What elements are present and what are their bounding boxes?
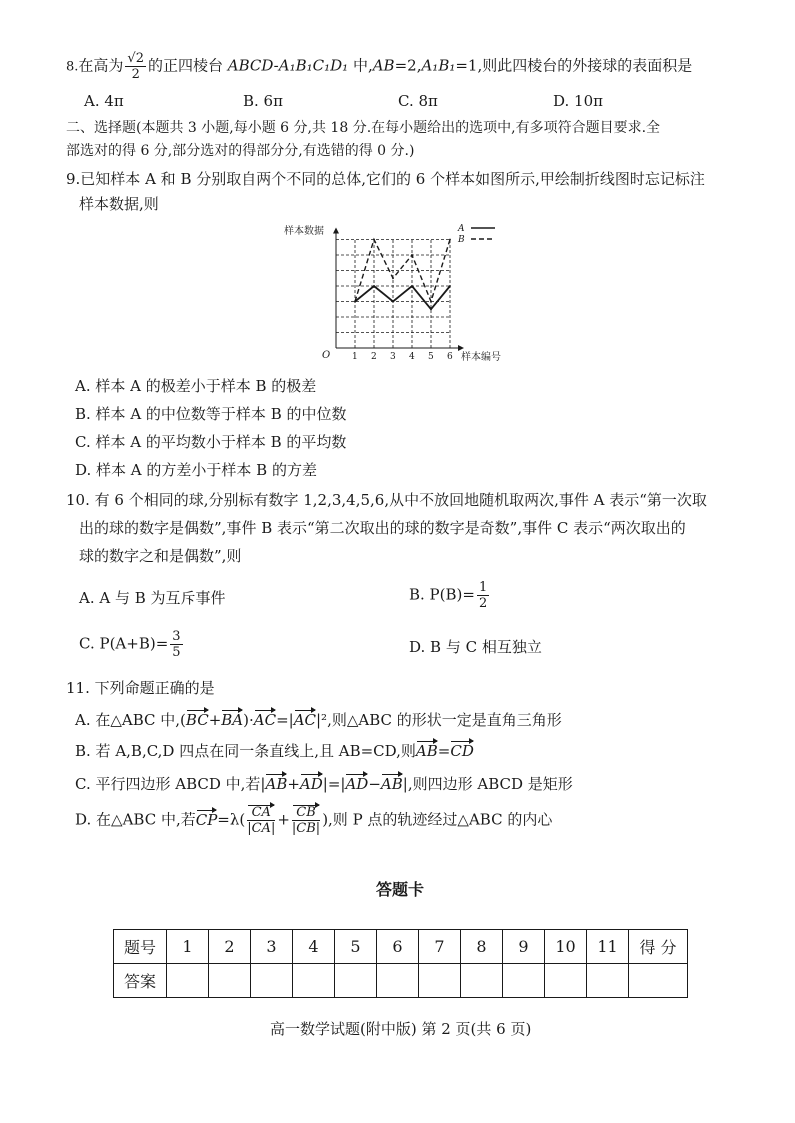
question-9-stem-cont: 样本数据,则 bbox=[79, 195, 159, 213]
sample-line-chart bbox=[272, 218, 512, 368]
answer-cell[interactable] bbox=[503, 964, 545, 998]
series-B-point bbox=[430, 301, 432, 303]
legend-label: A bbox=[458, 224, 465, 234]
question-11-stem: 11. 下列命题正确的是 bbox=[66, 679, 215, 697]
section-2-heading: 二、选择题(本题共 3 小题,每小题 6 分,共 18 分.在每小题给出的选项中,有多项符合题目要求.全 bbox=[66, 120, 661, 136]
series-B-point bbox=[392, 277, 394, 279]
answer-card-header-cell: 9 bbox=[503, 930, 545, 964]
answer-cell[interactable] bbox=[209, 964, 251, 998]
x-tick-labels bbox=[352, 352, 453, 362]
series-A-point bbox=[411, 285, 413, 287]
answer-cell[interactable] bbox=[251, 964, 293, 998]
q8-option-a: A. 4π bbox=[84, 92, 124, 110]
series-B-point bbox=[411, 254, 413, 256]
x-tick-label: 1 bbox=[352, 352, 358, 362]
x-tick-label: 5 bbox=[428, 352, 434, 362]
origin-label: O bbox=[322, 350, 331, 361]
chart-series bbox=[354, 239, 451, 311]
page-footer: 高一数学试题(附中版) 第 2 页(共 6 页) bbox=[270, 1020, 532, 1038]
answer-card-title: 答题卡 bbox=[376, 880, 425, 899]
answer-card-header-cell: 7 bbox=[419, 930, 461, 964]
answer-cell[interactable] bbox=[377, 964, 419, 998]
series-A-point bbox=[373, 285, 375, 287]
question-9-stem: 9.已知样本 A 和 B 分别取自两个不同的总体,它们的 6 个样本如图所示,甲绘制折线图时忘记标注 bbox=[66, 170, 705, 188]
legend-label: B bbox=[458, 235, 465, 245]
series-A-point bbox=[392, 301, 394, 303]
series-B-point bbox=[354, 301, 356, 303]
q10-option-b: B. P(B)= $\frac{1}{2}$ bbox=[409, 580, 488, 611]
q9-option-d: D. 样本 A 的方差小于样本 B 的方差 bbox=[75, 461, 317, 479]
y-axis-arrow bbox=[333, 228, 339, 234]
answer-card-header-cell: 3 bbox=[251, 930, 293, 964]
x-axis-label: 样本编号 bbox=[461, 352, 501, 363]
q8-option-c: C. 8π bbox=[398, 92, 438, 110]
q8-option-d: D. 10π bbox=[553, 92, 603, 110]
answer-cell[interactable] bbox=[545, 964, 587, 998]
answer-card-header-cell: 5 bbox=[335, 930, 377, 964]
chart-legend bbox=[457, 224, 495, 245]
y-axis-label: 样本数据 bbox=[284, 226, 324, 237]
q10-option-c: C. P(A+B)= $\frac{3}{5}$ bbox=[79, 629, 181, 660]
series-A-point bbox=[430, 308, 432, 310]
question-8-stem: 8.在高为 $\frac{√2}{2}$ 的正四棱台 ABCD-A₁B₁C₁D₁ 中,AB=2,A₁B₁=1,则此四棱台的外接球的表面积是 bbox=[66, 51, 693, 82]
answer-card-header-cell: 11 bbox=[587, 930, 629, 964]
x-tick-label: 2 bbox=[371, 352, 377, 362]
answer-card-header-label: 题号 bbox=[114, 930, 167, 964]
question-10-stem-cont2: 球的数字之和是偶数”,则 bbox=[79, 547, 242, 565]
answer-cell[interactable] bbox=[587, 964, 629, 998]
answer-card-answer-row bbox=[114, 964, 688, 998]
answer-cell[interactable] bbox=[293, 964, 335, 998]
x-tick-label: 4 bbox=[409, 352, 415, 362]
section-2-heading-cont: 部选对的得 6 分,部分选对的得部分分,有选错的得 0 分.) bbox=[66, 143, 415, 159]
question-10-stem-cont: 出的球的数字是偶数”,事件 B 表示“第二次取出的球的数字是奇数”,事件 C 表示“两次取出的 bbox=[79, 519, 686, 537]
q9-option-a: A. 样本 A 的极差小于样本 B 的极差 bbox=[75, 377, 317, 395]
series-A-line bbox=[355, 286, 450, 309]
answer-card-header-row bbox=[114, 930, 688, 964]
q9-option-b: B. 样本 A 的中位数等于样本 B 的中位数 bbox=[75, 405, 347, 423]
q11-option-a: A. 在△ABC 中,(BC+BA)·AC=|AC|²,则△ABC 的形状一定是直角三角形 bbox=[75, 711, 562, 729]
q9-option-c: C. 样本 A 的平均数小于样本 B 的平均数 bbox=[75, 433, 347, 451]
answer-card-answer-label: 答案 bbox=[114, 964, 167, 998]
answer-card-table bbox=[113, 929, 688, 998]
series-A-point bbox=[449, 285, 451, 287]
answer-cell[interactable] bbox=[335, 964, 377, 998]
answer-card-score-header: 得 分 bbox=[629, 930, 688, 964]
answer-cell[interactable] bbox=[461, 964, 503, 998]
answer-cell[interactable] bbox=[419, 964, 461, 998]
q11-option-d: D. 在△ABC 中,若CP=λ( $\frac{CA}{|CA|}$ + $\frac{CB}{|CB|}$ ),则 P 点的轨迹经过△ABC 的内心 bbox=[75, 805, 553, 836]
x-tick-label: 6 bbox=[447, 352, 453, 362]
answer-cell[interactable] bbox=[167, 964, 209, 998]
series-B-point bbox=[449, 239, 451, 241]
q8-option-b: B. 6π bbox=[243, 92, 283, 110]
answer-card-header-cell: 4 bbox=[293, 930, 335, 964]
answer-card-header-cell: 1 bbox=[167, 930, 209, 964]
q10-option-d: D. B 与 C 相互独立 bbox=[409, 638, 542, 656]
score-cell[interactable] bbox=[629, 964, 688, 998]
series-B-point bbox=[373, 239, 375, 241]
q11-option-b: B. 若 A,B,C,D 四点在同一条直线上,且 AB=CD,则AB=CD bbox=[75, 742, 474, 760]
answer-card-header-cell: 6 bbox=[377, 930, 419, 964]
x-tick-label: 3 bbox=[390, 352, 396, 362]
question-10-stem: 10. 有 6 个相同的球,分别标有数字 1,2,3,4,5,6,从中不放回地随机取两次,事件 A 表示“第一次取 bbox=[66, 491, 707, 509]
x-axis-arrow bbox=[458, 345, 464, 351]
answer-card-header-cell: 2 bbox=[209, 930, 251, 964]
answer-card-header-cell: 10 bbox=[545, 930, 587, 964]
answer-card-header-cell: 8 bbox=[461, 930, 503, 964]
q11-option-c: C. 平行四边形 ABCD 中,若|AB+AD|=|AD−AB|,则四边形 ABCD 是矩形 bbox=[75, 775, 573, 793]
height-fraction: $\frac{√2}{2}$ bbox=[127, 51, 144, 82]
q10-option-a: A. A 与 B 为互斥事件 bbox=[79, 589, 226, 607]
